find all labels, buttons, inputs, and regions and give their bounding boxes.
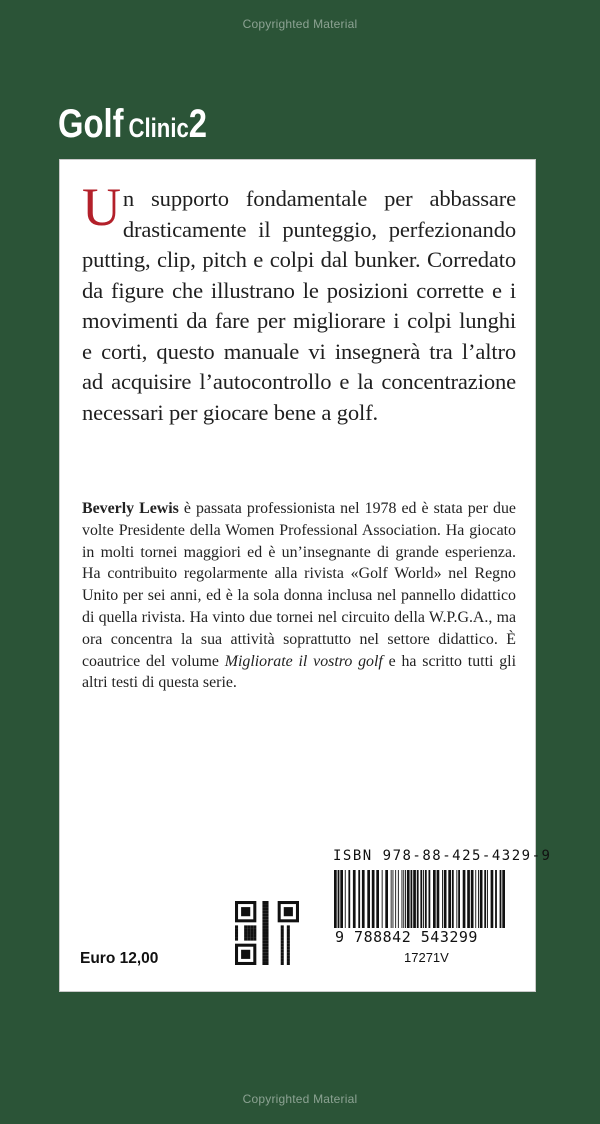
watermark-bottom: Copyrighted Material	[242, 1092, 358, 1106]
product-code: 17271V	[404, 950, 449, 965]
book-title: Migliorate il vostro golf	[224, 652, 383, 670]
bio-text-2: e ha scritto tutti gli altri testi di questa serie.	[82, 652, 516, 692]
blurb-paragraph	[82, 177, 516, 428]
series-number: 2	[188, 102, 208, 146]
back-cover-panel	[59, 159, 552, 992]
drop-cap: U	[82, 177, 121, 237]
barcode-digits: 9 788842 543299	[335, 928, 478, 946]
series-clinic: Clinic	[128, 113, 189, 143]
qr-code	[235, 901, 299, 965]
author-bio	[82, 498, 516, 694]
series-golf: Golf	[58, 102, 124, 146]
isbn-label: ISBN 978-88-425-4329-9	[333, 848, 552, 864]
watermark-top: Copyrighted Material	[242, 17, 358, 31]
barcode	[332, 870, 518, 930]
author-name: Beverly Lewis	[82, 500, 179, 517]
price-label: Euro 12,00	[80, 950, 159, 967]
bio-text-1: è passata professionista nel 1978 ed è stata per due volte Presidente della Women Professional Association. Ha giocato in molti tornei maggiori ed è un’insegnante di grande esperienza. Ha contribuito regolarmente alla rivista «Golf World» nel Regno Unito per sei anni, ed è la sola donna inclusa nel pannello didattico di quella rivista. Ha vinto due tornei nel circuito della W.P.G.A., ma ora concentra la sua attività soprattutto nel settore didattico. È coautrice del volume	[82, 500, 516, 670]
series-title	[58, 104, 207, 144]
blurb-text: n supporto fondamentale per abbassare drasticamente il punteggio, perfezionando putting, clip, pitch e colpi dal bunker. Corredato da figure che illustrano le posizioni corrette e i movimenti da fare per migliorare i colpi lunghi e corti, questo manuale vi insegnerà tra l’altro ad acquisire l’autocontrollo e la concentrazione necessari per giocare bene a golf.	[82, 186, 516, 425]
